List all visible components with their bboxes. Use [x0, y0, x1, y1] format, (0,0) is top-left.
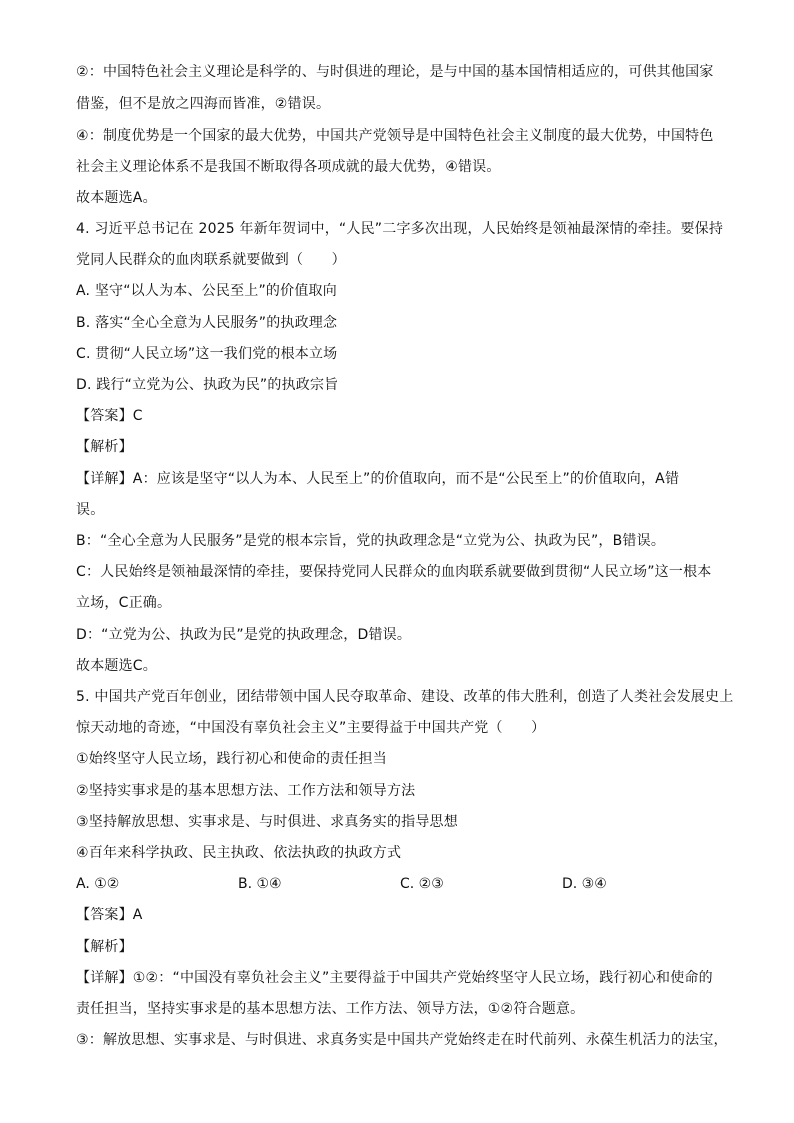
option-c: C. 贯彻“人民立场”这一我们党的根本立场: [76, 346, 338, 362]
option-a: A. 坚守“以人为本、公民至上”的价值取向: [76, 283, 337, 299]
analysis-heading: 【解析】: [76, 939, 133, 955]
explanation-line: 【详解】A：应该是坚守“以人为本、人民至上”的价值取向，而不是“公民至上”的价值取向，A错: [76, 471, 680, 487]
statement-4: ④百年来科学执政、民主执政、依法执政的执政方式: [76, 845, 402, 861]
analysis-heading: 【解析】: [76, 439, 133, 455]
explanation-line: 【详解】①②：“中国没有辜负社会主义”主要得益于中国共产党始终坚守人民立场，践行初心和使命的: [76, 970, 713, 986]
explanation-line: B：“全心全意为人民服务”是党的根本宗旨，党的执政理念是“立党为公、执政为民”，B错误。: [76, 533, 666, 549]
choice-b: B. ①④: [238, 876, 282, 892]
question-5-stem: 惊天动地的奇迹，“中国没有辜负社会主义”主要得益于中国共产党（ ）: [76, 720, 546, 736]
question-5-stem: 5. 中国共产党百年创业，团结带领中国人民夺取革命、建设、改革的伟大胜利，创造了人类社会发展史上: [76, 689, 734, 705]
option-d: D. 践行“立党为公、执政为民”的执政宗旨: [76, 377, 339, 393]
statement-2: ②坚持实事求是的基本思想方法、工作方法和领导方法: [76, 783, 416, 799]
choice-d: D. ③④: [562, 876, 607, 892]
conclusion-line: 故本题选A。: [76, 190, 157, 206]
choice-c: C. ②③: [400, 876, 444, 892]
explanation-line: D：“立党为公、执政为民”是党的执政理念，D错误。: [76, 627, 412, 643]
explanation-line: 立场，C正确。: [76, 595, 172, 611]
analysis-line: ④：制度优势是一个国家的最大优势，中国共产党领导是中国特色社会主义制度的最大优势，中国特色: [76, 128, 714, 144]
statement-1: ①始终坚守人民立场，践行初心和使命的责任担当: [76, 751, 387, 767]
question-4-stem: 党同人民群众的血肉联系就要做到（ ）: [76, 252, 346, 268]
analysis-line: ②：中国特色社会主义理论是科学的、与时俱进的理论，是与中国的基本国情相适应的，可供其他国家: [76, 64, 714, 80]
explanation-line: ③：解放思想、实事求是、与时俱进、求真务实是中国共产党始终走在时代前列、永葆生机活力的法宝，: [76, 1032, 728, 1048]
analysis-line: 社会主义理论体系不是我国不断取得各项成就的最大优势，④错误。: [76, 159, 501, 175]
explanation-line: 误。: [76, 502, 105, 518]
analysis-line: 借鉴，但不是放之四海而皆准，②错误。: [76, 96, 331, 112]
explanation-line: 责任担当，坚持实事求是的基本思想方法、工作方法、领导方法，①②符合题意。: [76, 1001, 585, 1017]
option-b: B. 落实“全心全意为人民服务”的执政理念: [76, 315, 338, 331]
choice-a: A. ①②: [76, 876, 120, 892]
answer-label: 【答案】C: [76, 408, 143, 424]
statement-3: ③坚持解放思想、实事求是、与时俱进、求真务实的指导思想: [76, 814, 458, 830]
explanation-line: C：人民始终是领袖最深情的牵挂，要保持党同人民群众的血肉联系就要做到贯彻“人民立场”这一根本: [76, 564, 712, 580]
choice-row: [76, 874, 724, 894]
question-4-stem: 4. 习近平总书记在 2025 年新年贺词中，“人民”二字多次出现，人民始终是领袖最深情的牵挂。要保持: [76, 221, 724, 237]
conclusion-line: 故本题选C。: [76, 658, 157, 674]
answer-label: 【答案】A: [76, 907, 143, 923]
